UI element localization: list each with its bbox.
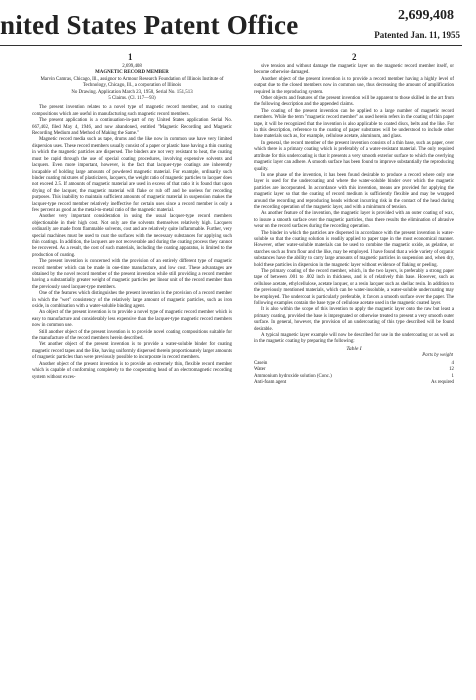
right-column	[254, 64, 454, 386]
table-cell-value: 12	[449, 367, 454, 373]
right-paragraph: As another feature of the invention, the magnetic layer is provided with an outer coating of wax, to insure a smooth surface over the magnetic particles, thus there results the elimination of abrasive wear on the record surfaces during the recording operation.	[254, 211, 454, 230]
table-header-row	[254, 352, 454, 360]
left-paragraph: Another very important consideration in using the usual lacquer-type record members objectionable in their high cost. Not only are the solvents themselves relatively high. Lacquers ordinarily are made from flammable solvents, cost and are relatively quite inflammable. Further, very special machines must be used to coat the surfaces with the necessary substances for applying such thin coatings. In addition, the lacquers are not recoverable and during the coating process they cannot be recovered. As a result, the cost of such materials, including the coating apparatus, is limited to the production of coating.	[32, 214, 232, 258]
table-row	[254, 380, 454, 386]
left-column	[32, 64, 232, 381]
left-paragraph: Yet another object of the present invention is to provide a water-soluble binder for coating magnetic record tapes and the like, having uniformly dispersed therein proportionately larger amounts of magnetic particles than were previously possible to incorporate in record members.	[32, 342, 232, 361]
left-paragraph: The present application is a continuation-in-part of my United States application Serial No. 667,402, filed May 4, 1946, and now abandoned, entitled "Magnetic Recording and Magnetic Recording Medium and Method of Making the Same."	[32, 118, 232, 137]
right-paragraph: Other objects and features of the present invention will be apparent to those skilled in the art from the following description and the appended claims.	[254, 96, 454, 108]
right-paragraph: The coating of the present invention can be applied to a large number of magnetic record members. While the term "magnetic record member" as used herein refers in the coating of thin paper tape, it will be recognized that the invention is also applicable to coated discs, belts and the like. For in this description, reference to the coating of paper substrates will be understood to include other base materials such as, for example, cellulose acetate, aluminum, and glass.	[254, 108, 454, 140]
right-paragraph: It is also within the scope of this invention to apply the magnetic layer onto the raw but least a primary coating, provided the base is impregnated or otherwise treated to present a very smooth outer surface. In general, however, the provision of an undercoating of this type described will be found desirable.	[254, 307, 454, 332]
table-column-header: Parts by weight	[422, 353, 453, 359]
front-filing: No Drawing. Application March 23, 1950, Serial No. 151,513	[71, 89, 193, 95]
column-number-left: 1	[128, 52, 133, 62]
column-number-right: 2	[352, 52, 357, 62]
table-cell-label: Casein	[254, 360, 268, 366]
left-paragraph: The present invention relates to a novel type of magnetic record member, and to coating compositions which are useful in manufacturing such magnetic record members.	[32, 105, 232, 117]
header-rule	[0, 45, 462, 46]
front-inventors: Marvin Camras, Chicago, Ill., assignor to Armour Research Foundation of Illinois Institute of Technology, Chicago, Ill., a corporation of Illinois	[40, 76, 224, 89]
right-paragraph: The binder in which the particles are dispersed in accordance with the present invention is water-soluble so that the coating solution is readily applied to paper tape in the most economical manner. However, other water-soluble materials can be used to combine the magnetic oxide, as gelatine, or starches such as from flour and the like, may be employed. I have found that a wide variety of organic substances have the ability to carry large amounts of magnetic particles in suspension and, when dry, hold these particles in dispersion in the magnetic layer without evidence of flaking or peeling.	[254, 230, 454, 268]
left-paragraph: One of the features which distinguishes the present invention is the provision of a record member in which the "wet" consistency of the relatively large amount of magnetic particles, such as iron oxide, in combination with a water-soluble binding agent.	[32, 291, 232, 310]
office-title: nited States Patent Office	[0, 10, 299, 40]
patented-date: Patented Jan. 11, 1955	[374, 30, 460, 40]
front-matter	[32, 64, 232, 102]
left-paragraph: An object of the present invention is to provide a novel type of magnetic record member which is easy to manufacture and considerably less expensive than the lacquer-type magnetic record members now in common use.	[32, 310, 232, 329]
table-cell-label: Water	[254, 367, 266, 373]
right-paragraph: In one phase of the invention, it has been found desirable to produce a record where only one layer is used for the undercoating and where the water-soluble binder over which the magnetic particles are incorporated. In accordance with this invention, means are provided for applying the magnetic layer so that the coating of record medium is sufficiently flexible and may be wrapped around the recording and reproducing heads without incurring risk in the contact of the head during the recording operation of the magnetic layer, and with a minimum of tension.	[254, 172, 454, 210]
left-paragraph: Still another object of the present invention is to provide novel coating compositions suitable for the manufacture of the record members herein described.	[32, 329, 232, 342]
front-number: 2,699,408	[122, 64, 142, 69]
right-paragraph: sive tension and without damage the magnetic layer on the magnetic record member itself, or become otherwise damaged.	[254, 64, 454, 76]
right-paragraph: The primary coating of the record member, which, in the two layers, is preferably a strong paper tape of between .001 to .002 inch in thickness, and is of relatively thin base. However, such as cellulose acetate, ethylcellulose, acetate lacquer, or a resin lacquer such as shellac resin. In addition to the previously mentioned materials, which can be water-insoluble, a water-soluble undercoating may be employed. The undercoat is particularly preferable, it favors a smooth surface over the paper. The following examples contain the base type of cellulose acetate used in the magnetic coated layer.	[254, 269, 454, 307]
front-claims: 5 Claims. (Cl. 117—93)	[108, 96, 156, 102]
left-paragraph: Another object of the present invention is to provide an extremely thin, flexible record member which is capable of conforming completely to the cooperating head of an electromagnetic recording system without exces-	[32, 361, 232, 380]
right-paragraph: Another object of the present invention is to provide a record member having a highly level of output due to the closed members now in common use, thus decreasing the amount of amplification required in the reproducing system.	[254, 76, 454, 95]
ingredients-table	[254, 352, 454, 386]
patent-number: 2,699,408	[398, 8, 454, 23]
right-paragraph: In general, the record member of the present invention consists of a thin base, such as paper, over which there is a primary coating which is preferably of a water-resistant material. The only required attribute for this undercoating is that it presents a very smooth exterior surface to which the overlying magnetic layer can adhere. A smooth surface has been found to improve substantially the reproducing quality.	[254, 140, 454, 172]
left-paragraph: The present invention is concerned with the provision of an entirely different type of magnetic record member which can be made in one-time manufacture, and low cost. These advantages are obtained by the novel record member of the present invention while still providing a record member having a substantially greater weight of magnetic particles per linear unit of the record member than the previously used lacquer-type members.	[32, 259, 232, 290]
table-cell-label: Anti-foam agent	[254, 379, 287, 385]
table-cell-value: As required	[431, 379, 454, 385]
front-title: MAGNETIC RECORD MEMBER	[95, 70, 169, 76]
right-paragraph: A typical magnetic layer example will now be described for use in the undercoating or as well as in the magnetic coating by preparing the following:	[254, 333, 454, 345]
table-title: Table I	[346, 345, 362, 352]
left-paragraph: Magnetic record media such as tape, drums and the like now in common use have very limited dispersion uses. These record members usually consist of a paper or plastic base having a thin coating in which the magnetic particles are dispersed. The binders are not very resistant to heat, the coating must be rapid through the use of special coating procedures, involving expensive solvents and lacquers. Even more important, however, is the fact that lacquer-type coatings are inherently incapable of holding large amounts of powdered magnetic material. For example, ordinarily such binder coating mixtures of plasticizers, lacquers, the weight ratio of magnetic particles to lacquer does not exceed 2.5. If amounts of magnetic material are used in excess of that ratio it is found that upon drying of the lacquer, the magnetic material will flake or rub off and be useless for recording purposes. This inability to maintain sufficient amounts of magnetic material in suspension makes the lacquer-type record member relatively ineffective for certain uses since a record member is only a few percent as good as the metal-to-metal ratio of the magnetic material.	[32, 137, 232, 213]
table-cell-value: 4	[451, 360, 454, 366]
table-cell-label: Ammonium hydroxide solution (Conc.)	[254, 373, 332, 379]
table-cell-value: 1	[451, 373, 454, 379]
